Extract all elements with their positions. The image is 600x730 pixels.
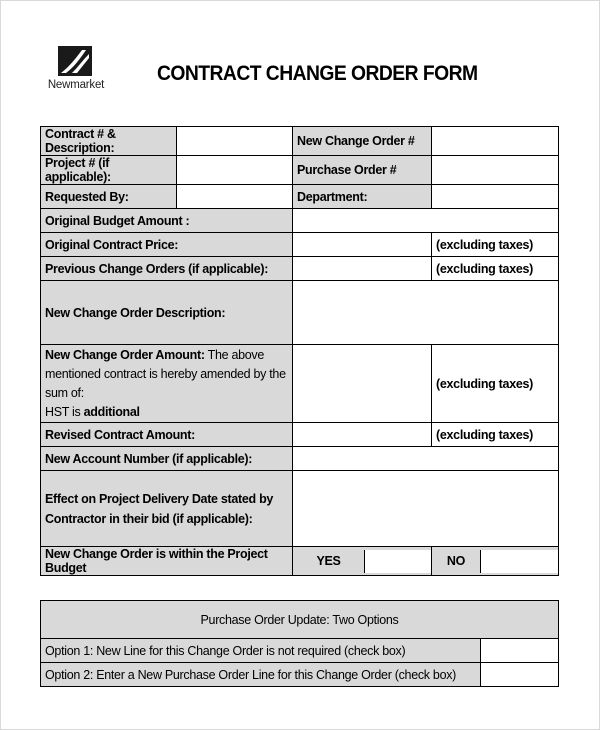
- company-logo: [40, 46, 112, 102]
- table-row: [41, 601, 559, 639]
- table-row: [41, 233, 559, 257]
- option-1-label: Option 1: New Line for this Change Order is not required (check box): [41, 639, 481, 663]
- amount-label-rest: The above mentioned contract is hereby amended by the sum of:: [45, 347, 286, 400]
- excluding-taxes-label: (excluding taxes): [432, 257, 559, 281]
- no-label: NO: [446, 554, 466, 568]
- new-change-order-desc-label: New Change Order Description:: [41, 281, 293, 345]
- amount-label-bold: New Change Order Amount:: [45, 347, 205, 362]
- original-budget-field[interactable]: [293, 209, 559, 233]
- table-row: [41, 471, 559, 547]
- amount-hst: HST is: [45, 404, 84, 419]
- option-2-label: Option 2: Enter a New Purchase Order Line for this Change Order (check box): [41, 663, 481, 687]
- yes-check-box[interactable]: [364, 550, 431, 573]
- logo-text: Newmarket: [47, 79, 105, 91]
- original-contract-price-label: Original Contract Price:: [41, 233, 293, 257]
- new-account-number-field[interactable]: [293, 447, 559, 471]
- effect-on-delivery-field[interactable]: [293, 471, 559, 547]
- project-no-field[interactable]: [177, 156, 293, 185]
- requested-by-field[interactable]: [177, 185, 293, 209]
- contract-desc-field[interactable]: [177, 127, 293, 156]
- table-row: [41, 127, 559, 156]
- table-row: [41, 423, 559, 447]
- table-row: [41, 663, 559, 687]
- table-row: [41, 281, 559, 345]
- requested-by-label: Requested By:: [41, 185, 177, 209]
- option-2-check-box[interactable]: [481, 663, 559, 687]
- contract-desc-label: Contract # & Description:: [41, 127, 177, 156]
- no-option: [432, 547, 559, 576]
- new-change-order-no-field[interactable]: [432, 127, 559, 156]
- po-update-heading: Purchase Order Update: Two Options: [41, 601, 559, 639]
- project-no-label: Project # (if applicable):: [41, 156, 177, 185]
- new-change-order-desc-field[interactable]: [293, 281, 559, 345]
- previous-change-orders-field[interactable]: [293, 257, 432, 281]
- new-change-order-amount-field[interactable]: [293, 345, 432, 423]
- table-row: [41, 447, 559, 471]
- table-row: [41, 345, 559, 423]
- table-row: [41, 257, 559, 281]
- purchase-order-update-table: [40, 600, 559, 687]
- department-label: Department:: [293, 185, 432, 209]
- option-1-check-box[interactable]: [481, 639, 559, 663]
- table-row: [41, 547, 559, 576]
- excluding-taxes-label: (excluding taxes): [432, 423, 559, 447]
- no-check-box[interactable]: [480, 550, 558, 573]
- table-row: [41, 209, 559, 233]
- page-title: CONTRACT CHANGE ORDER FORM: [157, 62, 478, 85]
- table-row: [41, 639, 559, 663]
- department-field[interactable]: [432, 185, 559, 209]
- new-change-order-amount-label: [41, 345, 293, 423]
- newmarket-logo-icon: [58, 46, 92, 76]
- amount-additional: additional: [83, 404, 140, 419]
- excluding-taxes-label: (excluding taxes): [432, 233, 559, 257]
- revised-contract-amount-label: Revised Contract Amount:: [41, 423, 293, 447]
- table-row: [41, 185, 559, 209]
- previous-change-orders-label: Previous Change Orders (if applicable):: [41, 257, 293, 281]
- new-change-order-no-label: New Change Order #: [293, 127, 432, 156]
- change-order-table: [40, 126, 559, 576]
- effect-on-delivery-label: Effect on Project Delivery Date stated by Contractor in their bid (if applicable):: [41, 471, 293, 547]
- original-budget-label: Original Budget Amount :: [41, 209, 293, 233]
- new-account-number-label: New Account Number (if applicable):: [41, 447, 293, 471]
- table-row: [41, 156, 559, 185]
- yes-option: [293, 547, 432, 576]
- excluding-taxes-label: (excluding taxes): [432, 345, 559, 423]
- revised-contract-amount-field[interactable]: [293, 423, 432, 447]
- within-budget-label: New Change Order is within the Project Budget: [41, 547, 293, 576]
- yes-label: YES: [316, 554, 341, 568]
- purchase-order-no-field[interactable]: [432, 156, 559, 185]
- purchase-order-no-label: Purchase Order #: [293, 156, 432, 185]
- original-contract-price-field[interactable]: [293, 233, 432, 257]
